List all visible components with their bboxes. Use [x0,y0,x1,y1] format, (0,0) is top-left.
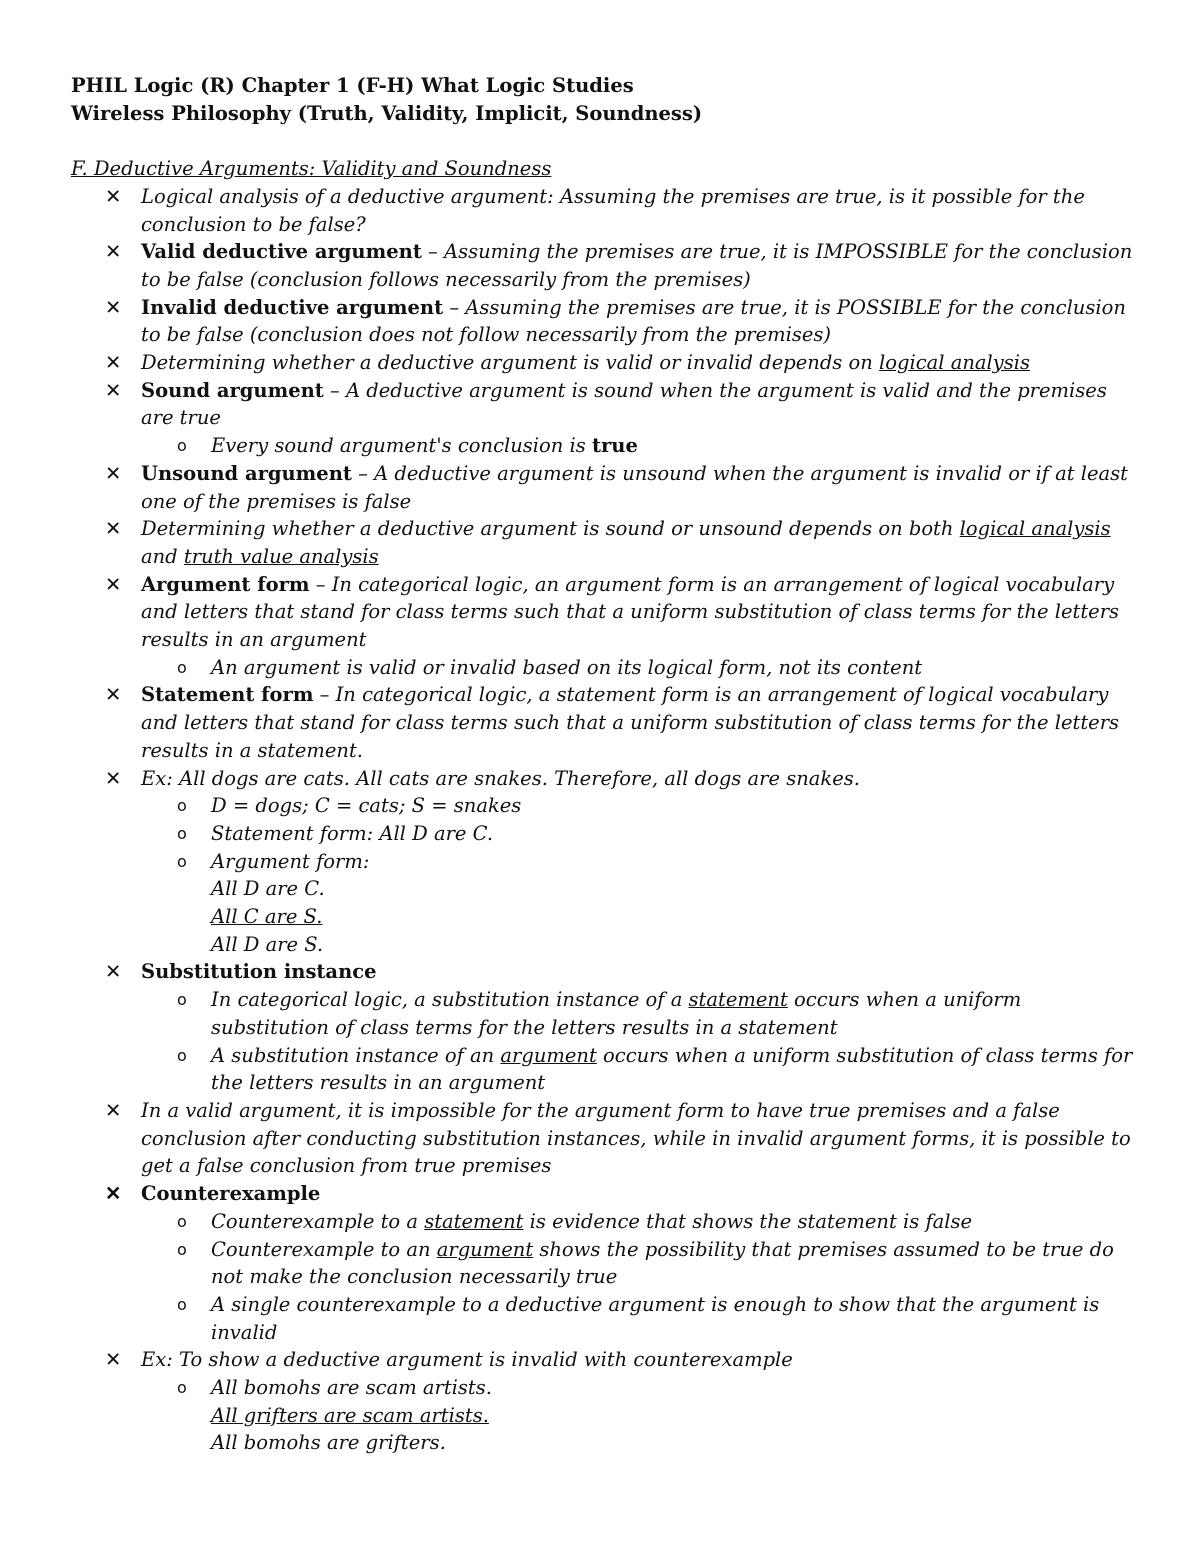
sub-bullet-sound-conclusion [71,432,1141,460]
x-bullet-icon: ✕ [105,1182,122,1206]
sub-bullet-substitution-argument [71,1042,1141,1097]
bullet-text: Determining whether a deductive argument is valid or invalid depends on [141,351,880,375]
document-title-line-1: PHIL Logic (R) Chapter 1 (F-H) What Logic Studies [71,74,634,97]
term-counterexample: Counterexample [141,1182,321,1206]
sub-bullet-text: Statement form: All D are C. [211,821,494,845]
x-bullet-icon: ✕ [105,1348,122,1372]
dash: – [309,572,332,596]
definition-invalid: Assuming the premises are true, it is POSSIBLE for the conclusion to be false (conclusion does not follow necessarily from the premises) [141,295,1126,347]
circle-bullet-icon: o [177,1239,187,1259]
sub-bullet-text: Counterexample to an [211,1237,437,1261]
circle-bullet-icon: o [177,990,187,1010]
bullet-argument-form [71,571,1141,654]
sub-bullet-counterexample-argument [71,1236,1141,1291]
sub-bullet-text: A single counterexample to a deductive argument is enough to show that the argument is invalid [211,1292,1100,1344]
underlined-term: statement [424,1209,524,1233]
bold-word: true [591,434,638,458]
dash: – [351,461,375,485]
sub-bullet-text: Argument form: [211,849,370,873]
circle-bullet-icon: o [177,1211,187,1231]
bullet-determining-soundness [71,515,1141,570]
sub-bullet-counterexample-statement [71,1208,1141,1236]
term-valid: Valid deductive argument [141,240,422,264]
bullet-invalid-argument [71,294,1141,349]
underlined-term: statement [688,988,788,1012]
x-bullet-icon: ✕ [105,295,122,319]
x-bullet-icon: ✕ [105,683,122,707]
sub-bullet-text: is evidence that shows the statement is false [523,1209,973,1233]
form-line-underlined: All C are S. [211,905,323,929]
term-statement-form: Statement form [141,683,314,707]
sub-bullet-text: shows the possibility that premises assumed to be true do not make the conclusion necessarily true [211,1237,1114,1289]
form-line-wrapper [71,1402,1141,1430]
sub-bullet-bomohs [71,1374,1141,1402]
bullet-counterexample [71,1180,1141,1208]
definition-statement-form: In categorical logic, a statement form is an arrangement of logical vocabulary and letters that stand for class terms such that a uniform substitution of class terms for the letters results in a statement. [141,683,1120,762]
sub-bullet-text: In categorical logic, a substitution instance of a [211,988,689,1012]
document-page [71,72,1141,1457]
sub-bullet-text: Every sound argument's conclusion is [211,434,592,458]
bullet-unsound-argument [71,460,1141,515]
dash: – [443,295,466,319]
circle-bullet-icon: o [177,1045,187,1065]
definition-unsound: A deductive argument is unsound when the argument is invalid or if at least one of the premises is false [141,461,1129,513]
circle-bullet-icon: o [177,796,187,816]
form-line-underlined: All grifters are scam artists. [211,1403,489,1427]
x-bullet-icon: ✕ [105,572,122,596]
underlined-term: truth value analysis [183,544,379,568]
x-bullet-icon: ✕ [105,960,122,984]
circle-bullet-icon: o [177,1378,187,1398]
x-bullet-icon: ✕ [105,378,122,402]
document-title-line-2: Wireless Philosophy (Truth, Validity, Implicit, Soundness) [71,101,703,125]
form-line: All D are C. [211,877,325,901]
x-bullet-icon: ✕ [105,517,122,541]
sub-bullet-argument-form [71,654,1141,682]
circle-bullet-icon: o [177,436,187,456]
term-substitution-instance: Substitution instance [141,960,377,984]
bullet-text: and [141,544,184,568]
bullet-sound-argument [71,377,1141,432]
bullet-text: Ex: All dogs are cats. All cats are snakes. Therefore, all dogs are snakes. [141,766,860,790]
bullet-text: In a valid argument, it is impossible for the argument form to have true premises and a false conclusion after conducting substitution instances, while in invalid argument forms, it is possible to get a false conclusion from true premises [141,1099,1131,1178]
bullet-example-counterexample [71,1346,1141,1374]
form-line-wrapper [71,903,1141,931]
sub-bullet-text: Counterexample to a [211,1209,425,1233]
x-bullet-icon: ✕ [105,351,122,375]
sub-bullet-text: occurs when a uniform substitution of class terms for the letters results in a statement [211,988,1022,1039]
bullet-valid-argument-form [71,1097,1141,1180]
dash: – [323,378,346,402]
bullet-example-dogs [71,765,1141,793]
form-line: All D are S. [211,932,324,956]
sub-bullet-text: occurs when a uniform substitution of class terms for the letters results in an argument [211,1043,1133,1095]
definition-argument-form: In categorical logic, an argument form is an arrangement of logical vocabulary and letters that stand for class terms such that a uniform substitution of class terms for the letters results in an argument [141,572,1120,652]
spacer [71,127,1141,155]
dash: – [313,683,336,707]
x-bullet-icon: ✕ [105,461,122,485]
term-sound: Sound argument [141,378,324,402]
sub-bullet-statement-form [71,820,1141,848]
sub-bullet-text: D = dogs; C = cats; S = snakes [211,794,522,818]
sub-bullet-argument-form-example [71,848,1141,876]
bullet-valid-argument [71,238,1141,293]
term-argument-form: Argument form [141,572,310,596]
bullet-logical-analysis [71,183,1141,238]
sub-bullet-text: A substitution instance of an [211,1043,501,1067]
circle-bullet-icon: o [177,1294,187,1314]
bullet-statement-form [71,681,1141,764]
circle-bullet-icon: o [177,657,187,677]
bullet-text: Determining whether a deductive argument is sound or unsound depends on both [141,517,960,541]
bullet-determining-validity [71,349,1141,377]
section-heading: F. Deductive Arguments: Validity and Soundness [71,157,552,181]
definition-valid: Assuming the premises are true, it is IMPOSSIBLE for the conclusion to be false (conclusion follows necessarily from the premises) [141,240,1133,291]
bullet-text: Ex: To show a deductive argument is invalid with counterexample [141,1348,793,1372]
x-bullet-icon: ✕ [105,240,122,264]
bullet-text: Logical analysis of a deductive argument: Assuming the premises are true, is it possible for the conclusion to be false? [141,184,1085,236]
circle-bullet-icon: o [177,851,187,871]
bullet-substitution-instance [71,958,1141,986]
term-unsound: Unsound argument [141,461,352,485]
underlined-term: logical analysis [879,351,1031,375]
x-bullet-icon: ✕ [105,766,122,790]
sub-bullet-substitution-statement [71,986,1141,1041]
underlined-term: logical analysis [959,517,1111,541]
form-line: All bomohs are grifters. [211,1431,446,1455]
term-invalid: Invalid deductive argument [141,295,444,319]
sub-bullet-text: All bomohs are scam artists. [211,1376,492,1400]
dash: – [421,240,444,264]
sub-bullet-text: An argument is valid or invalid based on its logical form, not its content [211,655,923,679]
underlined-term: argument [500,1043,597,1067]
sub-bullet-letters [71,792,1141,820]
x-bullet-icon: ✕ [105,1099,122,1122]
sub-bullet-single-counterexample [71,1291,1141,1346]
underlined-term: argument [436,1237,534,1261]
x-bullet-icon: ✕ [105,184,122,208]
circle-bullet-icon: o [177,823,187,843]
definition-sound: A deductive argument is sound when the argument is valid and the premises are true [141,378,1107,430]
